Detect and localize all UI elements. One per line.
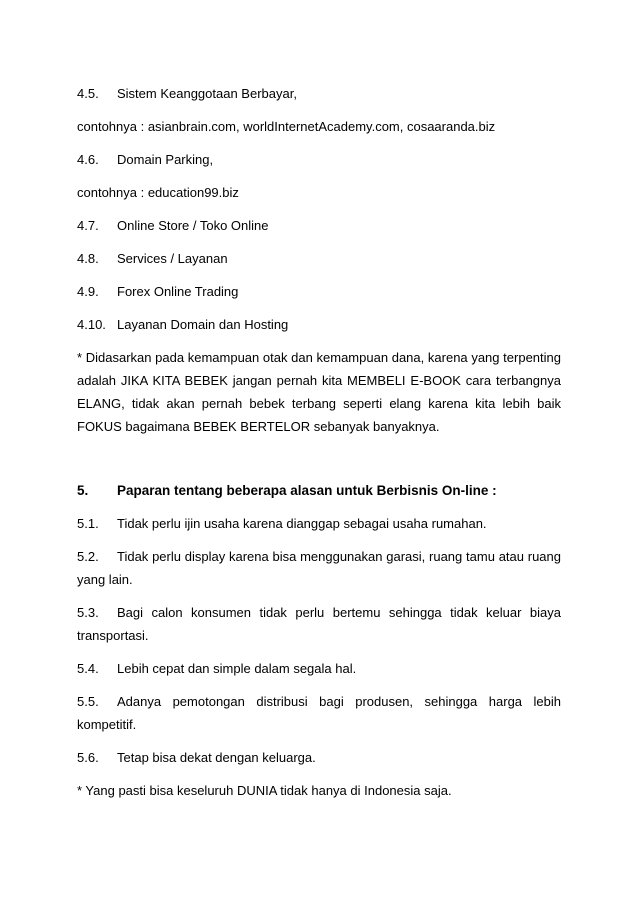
item-text: Tetap bisa dekat dengan keluarga. [117, 750, 316, 765]
item-text: contohnya : asianbrain.com, worldInternetAcademy.com, cosaaranda.biz [77, 119, 496, 134]
item-number: 4.6. [77, 152, 99, 167]
item-number: 5.2. [77, 549, 99, 564]
item-text: Bagi calon konsumen tidak perlu bertemu sehingga tidak keluar biaya [117, 605, 561, 620]
item-number: 5.1. [77, 516, 99, 531]
list-item-4-5 [77, 86, 561, 102]
list-item-5-1 [77, 516, 561, 532]
list-item-5-5-cont: kompetitif. [77, 717, 137, 732]
item-number: 5.4. [77, 661, 99, 676]
item-text: Tidak perlu ijin usaha karena dianggap sebagai usaha rumahan. [117, 516, 487, 531]
item-number: 4.10. [77, 317, 106, 332]
item-text: Online Store / Toko Online [117, 218, 269, 233]
note-paragraph-line: adalah JIKA KITA BEBEK jangan pernah kita MEMBELI E-BOOK cara terbangnya [77, 373, 561, 388]
item-number: 4.5. [77, 86, 99, 101]
list-item-4-6-example [77, 185, 561, 201]
item-text: Forex Online Trading [117, 284, 239, 299]
item-text: Layanan Domain dan Hosting [117, 317, 289, 332]
list-item-5-4 [77, 661, 561, 677]
item-text: Domain Parking, [117, 152, 214, 167]
list-item-4-9 [77, 284, 561, 300]
item-number: 4.9. [77, 284, 99, 299]
item-text: Tidak perlu display karena bisa menggunakan garasi, ruang tamu atau ruang [117, 549, 561, 564]
list-item-5-2 [77, 549, 561, 565]
item-number: 5.6. [77, 750, 99, 765]
note-paragraph-line: FOKUS bagaimana BEBEK BERTELOR sebanyak banyaknya. [77, 419, 440, 434]
item-text: contohnya : education99.biz [77, 185, 239, 200]
list-item-4-7 [77, 218, 561, 234]
item-text: Sistem Keanggotaan Berbayar, [117, 86, 297, 101]
item-number: 4.7. [77, 218, 99, 233]
item-number: 5.3. [77, 605, 99, 620]
item-text: Adanya pemotongan distribusi bagi produsen, sehingga harga lebih [117, 694, 561, 709]
list-item-5-3 [77, 605, 561, 621]
item-number: 4.8. [77, 251, 99, 266]
list-item-5-6 [77, 750, 561, 766]
list-item-5-2-cont: yang lain. [77, 572, 133, 587]
section-heading [77, 483, 561, 499]
item-number: 5.5. [77, 694, 99, 709]
heading-number: 5. [77, 483, 89, 498]
note-paragraph-line: * Didasarkan pada kemampuan otak dan kemampuan dana, karena yang terpenting [77, 350, 561, 365]
item-text: Services / Layanan [117, 251, 228, 266]
list-item-4-6 [77, 152, 561, 168]
document-page [77, 0, 561, 903]
heading-text: Paparan tentang beberapa alasan untuk Berbisnis On-line : [117, 483, 497, 498]
note-paragraph-line: ELANG, tidak akan pernah bebek terbang seperti elang karena kita lebih baik [77, 396, 561, 411]
list-item-5-3-cont: transportasi. [77, 628, 149, 643]
closing-note: * Yang pasti bisa keseluruh DUNIA tidak hanya di Indonesia saja. [77, 783, 452, 798]
list-item-4-8 [77, 251, 561, 267]
list-item-5-5 [77, 694, 561, 710]
list-item-4-5-example [77, 119, 561, 135]
list-item-4-10 [77, 317, 561, 333]
item-text: Lebih cepat dan simple dalam segala hal. [117, 661, 357, 676]
